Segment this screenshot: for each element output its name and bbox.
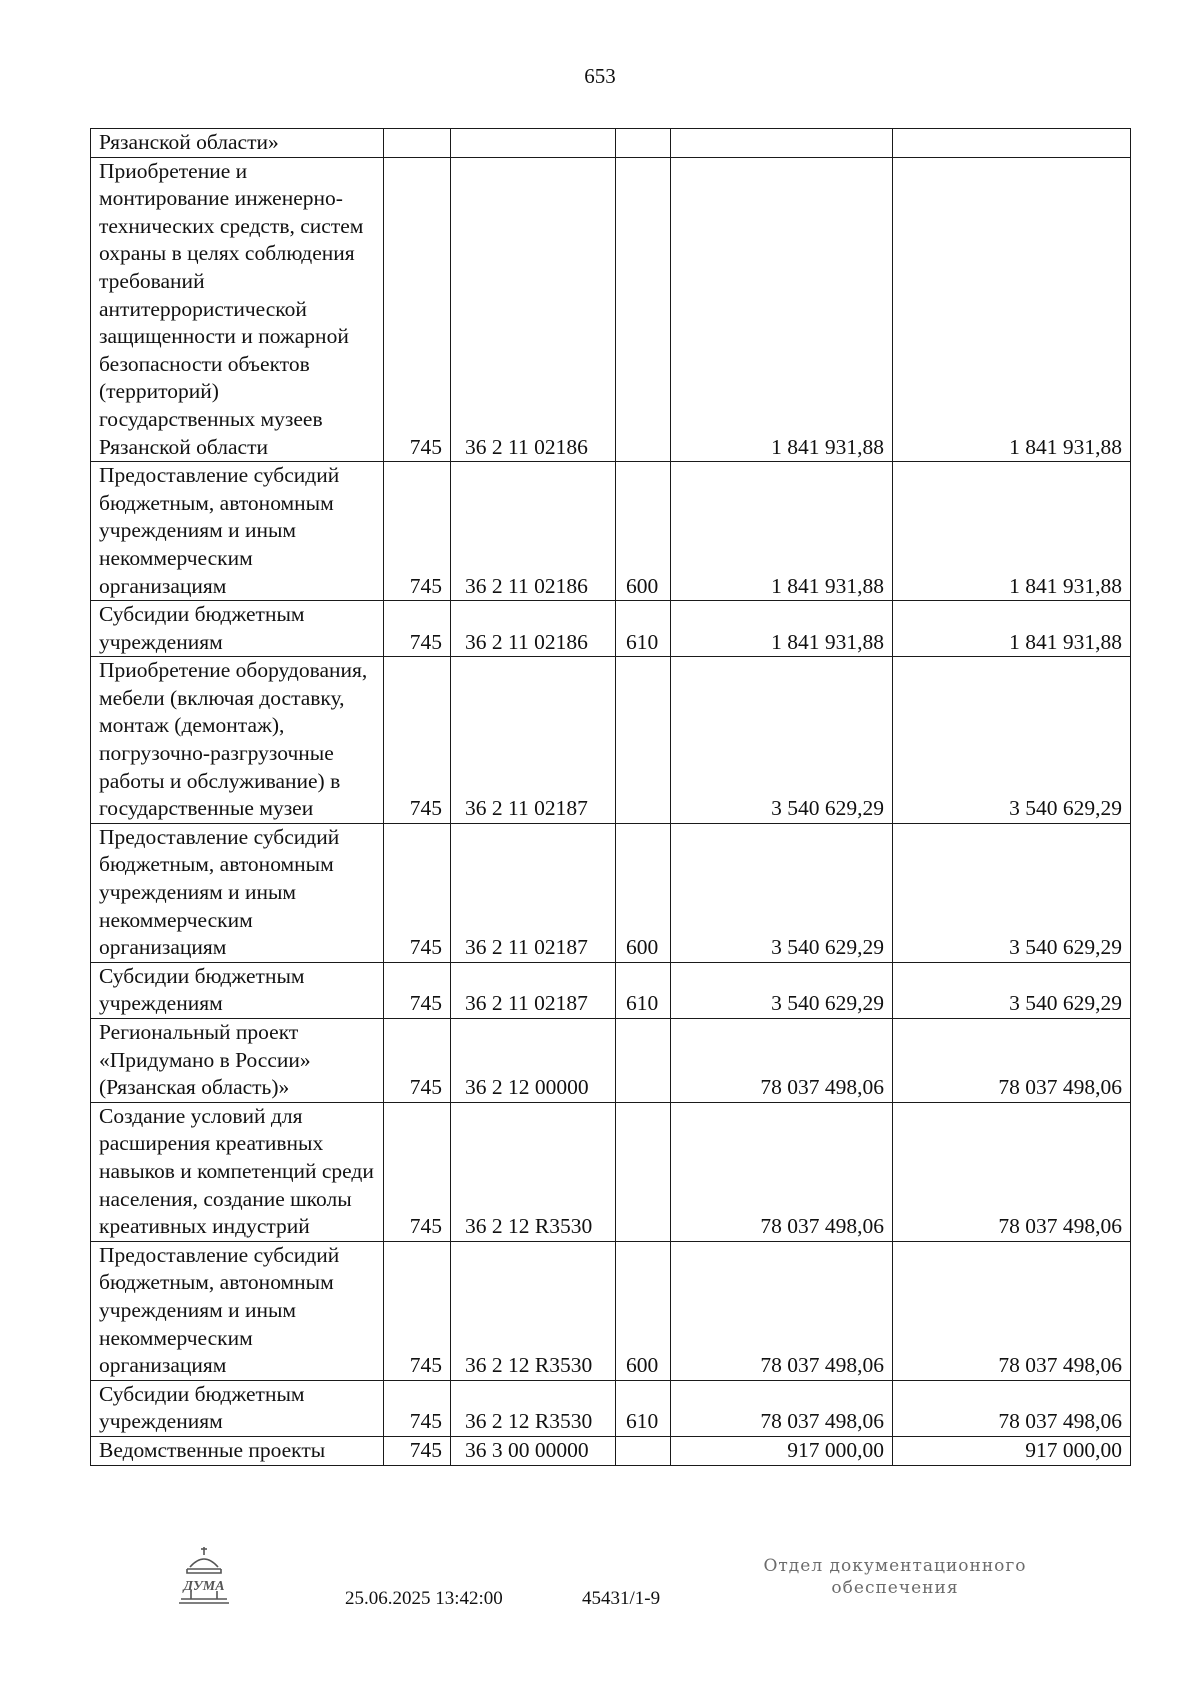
row-csr: 36 2 12 R3530 [451,1380,616,1436]
table-row [91,1102,1131,1241]
row-csr: 36 2 11 02187 [451,962,616,1018]
row-code: 745 [384,157,451,462]
row-amount-2: 1 841 931,88 [893,462,1131,601]
row-vr [616,157,671,462]
row-code: 745 [384,657,451,824]
row-amount-1: 78 037 498,06 [671,1019,893,1103]
row-code: 745 [384,1380,451,1436]
row-name: Рязанской области» [91,129,384,158]
row-name: Субсидии бюджетным учреждениям [91,962,384,1018]
row-amount-2: 1 841 931,88 [893,601,1131,657]
row-amount-2: 3 540 629,29 [893,962,1131,1018]
row-amount-1: 1 841 931,88 [671,601,893,657]
row-csr: 36 2 12 R3530 [451,1102,616,1241]
row-amount-1: 78 037 498,06 [671,1102,893,1241]
table-row [91,462,1131,601]
row-amount-2 [893,129,1131,158]
row-amount-2: 78 037 498,06 [893,1019,1131,1103]
row-amount-2: 78 037 498,06 [893,1241,1131,1380]
row-vr [616,129,671,158]
row-amount-1: 3 540 629,29 [671,823,893,962]
budget-table [90,128,1131,1466]
table-row [91,1241,1131,1380]
row-name: Приобретение и монтирование инженерно-технических средств, систем охраны в целях соблюдения требований антитеррористической защищенности и пожарной безопасности объектов (территорий) государственных музеев Рязанской области [91,157,384,462]
row-amount-2: 78 037 498,06 [893,1380,1131,1436]
row-vr: 610 [616,962,671,1018]
row-code: 745 [384,1019,451,1103]
row-vr: 610 [616,601,671,657]
row-code: 745 [384,1241,451,1380]
row-code: 745 [384,823,451,962]
row-csr: 36 2 12 00000 [451,1019,616,1103]
row-code: 745 [384,462,451,601]
row-name: Предоставление субсидий бюджетным, автономным учреждениям и иным некоммерческим организациям [91,823,384,962]
row-vr: 600 [616,462,671,601]
row-csr: 36 2 11 02186 [451,157,616,462]
row-vr [616,1019,671,1103]
row-name: Приобретение оборудования, мебели (включая доставку, монтаж (демонтаж), погрузочно-разгрузочные работы и обслуживание) в государственные музеи [91,657,384,824]
row-code: 745 [384,1436,451,1465]
row-amount-2: 78 037 498,06 [893,1102,1131,1241]
row-csr: 36 2 11 02186 [451,462,616,601]
row-csr [451,129,616,158]
table-row [91,1436,1131,1465]
row-csr: 36 3 00 00000 [451,1436,616,1465]
table-row [91,657,1131,824]
footer-doc-number: 45431/1-9 [582,1588,661,1609]
row-code [384,129,451,158]
row-amount-1: 3 540 629,29 [671,657,893,824]
row-name: Ведомственные проекты [91,1436,384,1465]
row-csr: 36 2 11 02187 [451,823,616,962]
row-vr: 600 [616,1241,671,1380]
row-name: Предоставление субсидий бюджетным, автономным учреждениям и иным некоммерческим организациям [91,1241,384,1380]
table-row [91,601,1131,657]
row-amount-1: 1 841 931,88 [671,462,893,601]
row-vr: 600 [616,823,671,962]
stamp-text: ДУМА [183,1579,225,1594]
row-vr [616,1436,671,1465]
row-name: Региональный проект «Придумано в России» (Рязанская область)» [91,1019,384,1103]
row-vr [616,1102,671,1241]
row-amount-2: 917 000,00 [893,1436,1131,1465]
row-amount-2: 1 841 931,88 [893,157,1131,462]
row-csr: 36 2 11 02187 [451,657,616,824]
row-amount-1: 1 841 931,88 [671,157,893,462]
footer-datetime: 25.06.2025 13:42:00 [345,1588,503,1609]
row-name: Субсидии бюджетным учреждениям [91,1380,384,1436]
footer-department-stamp: Отдел документационного обеспечения [763,1556,1027,1598]
row-amount-2: 3 540 629,29 [893,823,1131,962]
table-row [91,1380,1131,1436]
row-vr: 610 [616,1380,671,1436]
row-csr: 36 2 12 R3530 [451,1241,616,1380]
row-amount-2: 3 540 629,29 [893,657,1131,824]
row-amount-1: 3 540 629,29 [671,962,893,1018]
table-row [91,129,1131,158]
table-row [91,1019,1131,1103]
row-vr [616,657,671,824]
row-name: Субсидии бюджетным учреждениям [91,601,384,657]
row-csr: 36 2 11 02186 [451,601,616,657]
table-row [91,823,1131,962]
row-code: 745 [384,1102,451,1241]
page-number: 653 [584,64,616,88]
table-row [91,962,1131,1018]
duma-stamp-icon [175,1545,233,1607]
row-amount-1: 917 000,00 [671,1436,893,1465]
row-name: Создание условий для расширения креативных навыков и компетенций среди населения, создание школы креативных индустрий [91,1102,384,1241]
table-row [91,157,1131,462]
row-code: 745 [384,962,451,1018]
row-name: Предоставление субсидий бюджетным, автономным учреждениям и иным некоммерческим организациям [91,462,384,601]
row-amount-1 [671,129,893,158]
row-amount-1: 78 037 498,06 [671,1241,893,1380]
row-code: 745 [384,601,451,657]
row-amount-1: 78 037 498,06 [671,1380,893,1436]
